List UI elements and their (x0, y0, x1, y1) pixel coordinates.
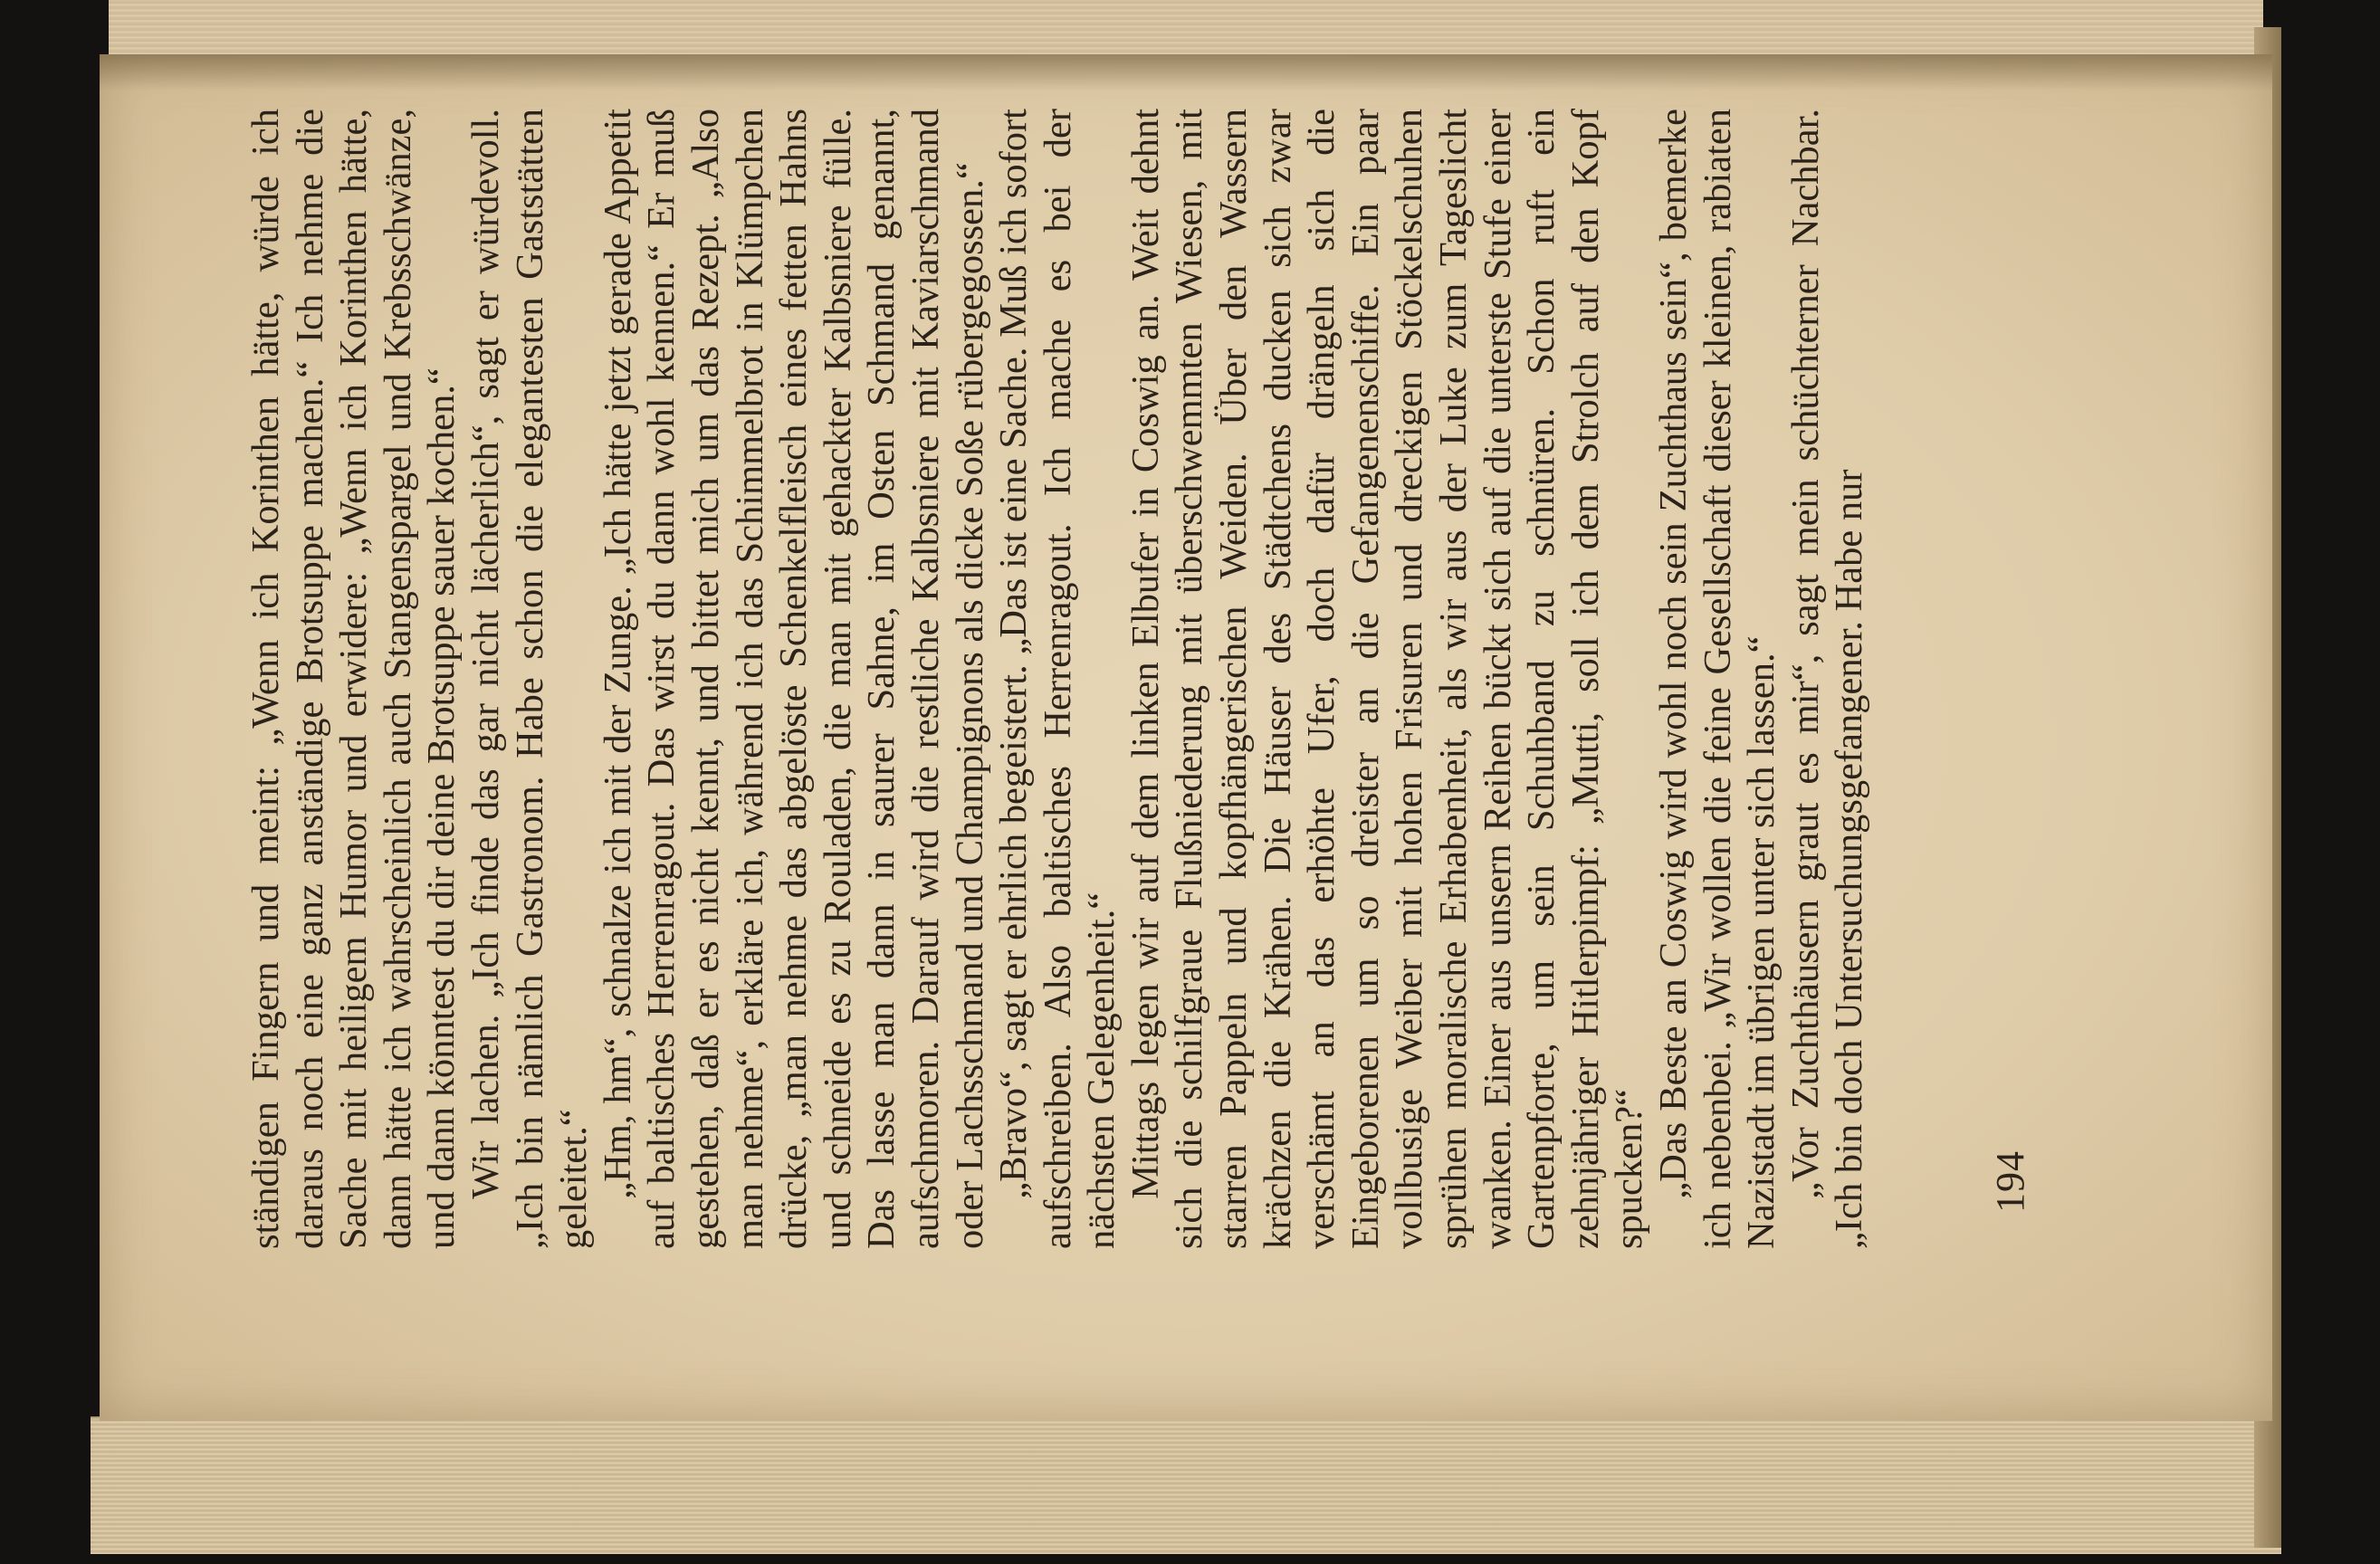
paragraph-1: ständigen Fingern und meint: „Wenn ich Korinthen hätte, würde ich daraus noch eine ganz anständige Brotsuppe machen.“ Ich nehme die Sache mit heiligem Humor und erwidere: „Wenn ich Korinthen hätte, dann hätte ich wahrscheinlich auch Stangenspargel und Krebsschwänze, und dann könntest du dir deine Brotsuppe sauer kochen.“ (244, 109, 464, 1249)
gutter-shadow (100, 54, 2272, 91)
page-number: 194 (1988, 1150, 2032, 1213)
paragraph-7: „Vor Zuchthäusern graut es mir“, sagt mein schüchterner Nachbar. „Ich bin doch Untersuchungsgefangener. Habe nur (1783, 109, 1871, 1249)
paragraph-4: „Bravo“, sagt er ehrlich begeistert. „Das ist eine Sache. Muß ich sofort aufschreiben. Also baltisches Herrenragout. Ich mache es bei der nächsten Gelegenheit.“ (992, 109, 1123, 1249)
page-edges-bottom (91, 1416, 2281, 1554)
page-text (244, 109, 1871, 1249)
paragraph-5: Mittags legen wir auf dem linken Elbufer in Coswig an. Weit dehnt sich die schilfgraue Flußniederung mit überschwemmten Wiesen, mit starren Pappeln und kopfhängerischen Weiden. Über den Wassern krächzen die Krähen. Die Häuser des Städtchens ducken sich zwar verschämt an das erhöhte Ufer, doch dafür drängeln sich die Eingeborenen um so dreister an die Gefangenenschiffe. Ein paar vollbusige Weiber mit hohen Frisuren und dreckigen Stöckelschuhen sprühen moralische Erhabenheit, als wir aus der Luke zum Tageslicht wanken. Einer aus unsern Reihen bückt sich auf die unterste Stufe einer Gartenpforte, um sein Schuhband zu schnüren. Schon ruft ein zehnjähriger Hitlerpimpf: „Mutti, soll ich dem Strolch auf den Kopf spucken?“ (1123, 109, 1651, 1249)
paragraph-6: „Das Beste an Coswig wird wohl noch sein Zuchthaus sein“, bemerke ich nebenbei. „Wir wollen die feine Gesellschaft dieser kleinen, rabiaten Nazistadt im übrigen unter sich lassen.“ (1652, 109, 1783, 1249)
paragraph-2: Wir lachen. „Ich finde das gar nicht lächerlich“, sagt er würdevoll. „Ich bin nämlich Gastronom. Habe schon die elegantesten Gaststätten geleitet.“ (464, 109, 596, 1249)
paragraph-3: „Hm, hm“, schnalze ich mit der Zunge. „Ich hätte jetzt gerade Appetit auf baltisches Herrenragout. Das wirst du dann wohl kennen.“ Er muß gestehen, daß er es nicht kennt, und bittet mich um das Rezept. „Also man nehme“, erkläre ich, während ich das Schimmelbrot in Klümpchen drücke, „man nehme das abgelöste Schenkelfleisch eines fetten Hahns und schneide es zu Rouladen, die man mit gehackter Kalbsniere fülle. Das lasse man dann in saurer Sahne, im Osten Schmand genannt, aufschmoren. Darauf wird die restliche Kalbsniere mit Kaviarschmand oder Lachsschmand und Champignons als dicke Soße rübergegossen.“ (596, 109, 991, 1249)
